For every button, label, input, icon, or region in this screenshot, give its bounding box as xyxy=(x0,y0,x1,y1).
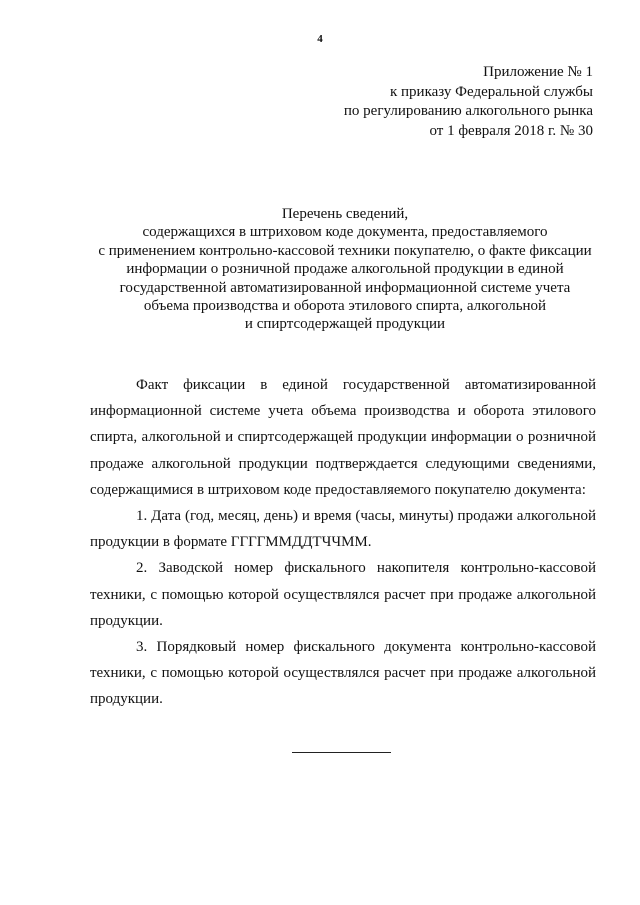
title-line: и спиртсодержащей продукции xyxy=(244,316,446,333)
list-item-fiscal-storage: 2. Заводской номер фискального накопителя контрольно-кассовой техники, с помощью которой осуществлялся расчет при продаже алкогольной продукции. xyxy=(90,560,596,629)
appendix-line-date: от 1 февраля 2018 г. № 30 xyxy=(429,122,593,139)
title-line: Перечень сведений, xyxy=(281,206,409,222)
list-item-fiscal-document: 3. Порядковый номер фискального документа контрольно-кассовой техники, с помощью которой осуществлялся расчет при продаже алкогольной продукции. xyxy=(90,639,596,708)
title-line: государственной автоматизированной информационной системе учета xyxy=(119,279,571,296)
document-body xyxy=(90,372,596,713)
appendix-header xyxy=(344,63,593,141)
intro-paragraph: Факт фиксации в единой государственной автоматизированной информационной системе учета объема производства и оборота этилового спирта, алкогольной и спиртсодержащей продукции информации о розничной продаже алкогольной продукции подтверждается следующими сведениями, содержащимися в штриховом коде предоставляемого покупателю документа: xyxy=(90,377,596,498)
appendix-line-order: к приказу Федеральной службы xyxy=(389,83,593,100)
title-line: информации о розничной продаже алкогольной продукции в единой xyxy=(126,261,564,278)
end-divider xyxy=(292,752,391,753)
appendix-line-regulator: по регулированию алкогольного рынка xyxy=(343,103,593,119)
title-line: содержащихся в штриховом коде документа, предоставляемого xyxy=(142,224,548,241)
title-line: объема производства и оборота этилового спирта, алкогольной xyxy=(143,298,547,315)
appendix-line-number: Приложение № 1 xyxy=(483,64,593,80)
document-title xyxy=(90,205,600,334)
page-number: 4 xyxy=(317,33,323,45)
title-line: с применением контрольно-кассовой техники покупателю, о факте фиксации xyxy=(98,242,592,259)
list-item-date-time: 1. Дата (год, месяц, день) и время (часы, минуты) продажи алкогольной продукции в формате ГГГГММДДТЧЧММ. xyxy=(90,508,596,551)
